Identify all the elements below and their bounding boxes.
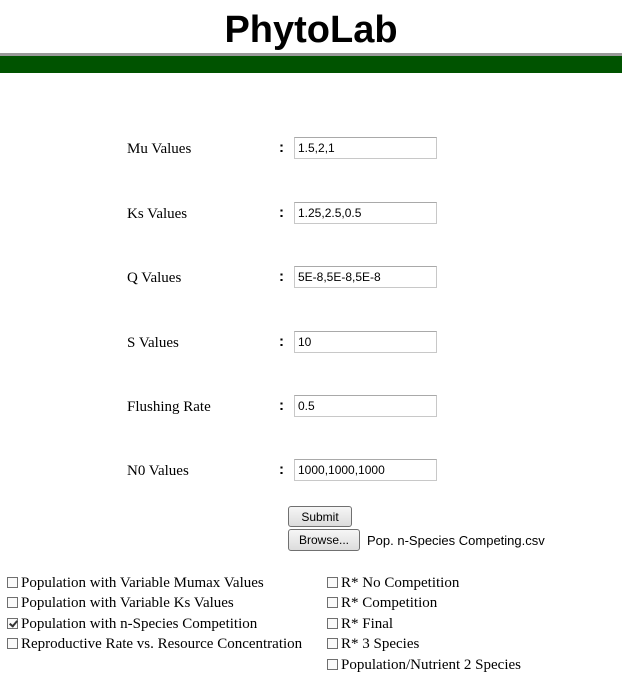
- checkbox-variable-mumax[interactable]: [7, 577, 18, 588]
- form-row-ks: [0, 202, 622, 226]
- checkbox-variable-ks[interactable]: [7, 597, 18, 608]
- option-reproductive-rate[interactable]: [7, 635, 302, 653]
- option-population-nutrient-2-species[interactable]: [327, 656, 521, 674]
- option-label: R* Final: [341, 616, 394, 632]
- option-r-star-final[interactable]: [327, 615, 393, 633]
- checkbox-r-star-competition[interactable]: [327, 597, 338, 608]
- selected-file-name: Pop. n-Species Competing.csv: [367, 533, 545, 548]
- option-r-star-3-species[interactable]: [327, 635, 419, 653]
- option-label: Reproductive Rate vs. Resource Concentration: [21, 636, 303, 652]
- header-green-bar: [0, 56, 622, 73]
- field-colon: :: [279, 204, 284, 221]
- option-label: R* No Competition: [341, 575, 460, 591]
- option-n-species-competition[interactable]: [7, 615, 257, 633]
- field-colon: :: [279, 461, 284, 478]
- submit-button[interactable]: Submit: [288, 506, 352, 527]
- field-colon: :: [279, 139, 284, 156]
- form-row-mu: [0, 137, 622, 161]
- checkbox-r-star-no-competition[interactable]: [327, 577, 338, 588]
- checkbox-n-species-competition[interactable]: [7, 618, 18, 629]
- ks-values-label: Ks Values: [127, 206, 188, 222]
- s-values-label: S Values: [127, 335, 179, 351]
- form-row-s: [0, 331, 622, 355]
- checkbox-r-star-final[interactable]: [327, 618, 338, 629]
- option-label: Population with n-Species Competition: [21, 616, 258, 632]
- option-label: Population/Nutrient 2 Species: [341, 657, 521, 673]
- n0-values-input[interactable]: [294, 459, 437, 481]
- flushing-rate-input[interactable]: [294, 395, 437, 417]
- field-colon: :: [279, 397, 284, 414]
- option-label: R* Competition: [341, 595, 438, 611]
- form-row-q: [0, 266, 622, 290]
- checkbox-population-nutrient-2-species[interactable]: [327, 659, 338, 670]
- option-variable-ks[interactable]: [7, 594, 234, 612]
- option-variable-mumax[interactable]: [7, 574, 264, 592]
- q-values-input[interactable]: [294, 266, 437, 288]
- field-colon: :: [279, 333, 284, 350]
- checkbox-r-star-3-species[interactable]: [327, 638, 338, 649]
- browse-button[interactable]: Browse...: [288, 529, 360, 551]
- option-r-star-no-competition[interactable]: [327, 574, 459, 592]
- option-label: R* 3 Species: [341, 636, 420, 652]
- flushing-rate-label: Flushing Rate: [127, 399, 211, 415]
- n0-values-label: N0 Values: [127, 463, 189, 479]
- option-label: Population with Variable Mumax Values: [21, 575, 264, 591]
- q-values-label: Q Values: [127, 270, 182, 286]
- option-label: Population with Variable Ks Values: [21, 595, 234, 611]
- s-values-input[interactable]: [294, 331, 437, 353]
- form-row-flushing: [0, 395, 622, 419]
- mu-values-label: Mu Values: [127, 141, 192, 157]
- field-colon: :: [279, 268, 284, 285]
- mu-values-input[interactable]: [294, 137, 437, 159]
- page-title: PhytoLab: [224, 9, 398, 51]
- ks-values-input[interactable]: [294, 202, 437, 224]
- checkbox-reproductive-rate[interactable]: [7, 638, 18, 649]
- option-r-star-competition[interactable]: [327, 594, 437, 612]
- form-row-n0: [0, 459, 622, 483]
